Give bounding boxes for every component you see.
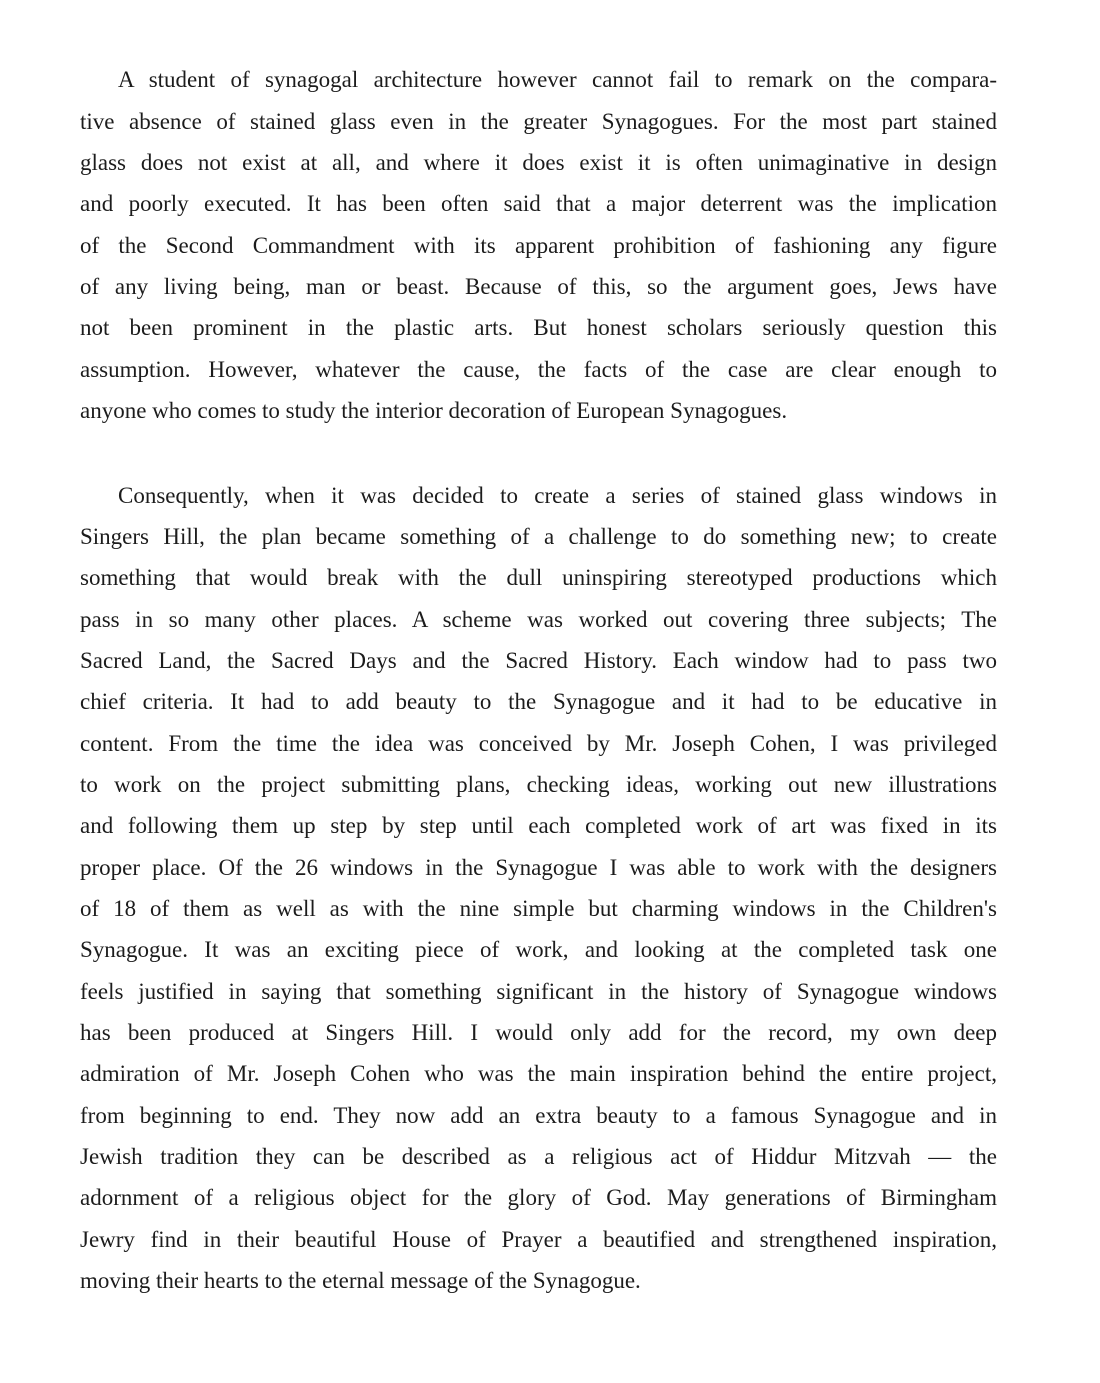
paragraph-line: to work on the project submitting plans, checking ideas, working out new illustrations [80, 772, 997, 797]
paragraph-line: anyone who comes to study the interior decoration of European Synagogues. [80, 398, 788, 423]
paragraph-line: and poorly executed. It has been often said that a major deterrent was the implication [80, 191, 997, 216]
paragraph-line: feels justified in saying that something significant in the history of Synagogue windows [80, 979, 997, 1004]
paragraph-line: Synagogue. It was an exciting piece of work, and looking at the completed task one [80, 937, 997, 962]
paragraph-line: A student of synagogal architecture however cannot fail to remark on the compara- [118, 67, 997, 92]
paragraph-line: pass in so many other places. A scheme was worked out covering three subjects; The [80, 607, 997, 632]
paragraph-line: tive absence of stained glass even in the greater Synagogues. For the most part stained [80, 109, 997, 134]
paragraph-line: of the Second Commandment with its apparent prohibition of fashioning any figure [80, 233, 997, 258]
paragraph-line: has been produced at Singers Hill. I would only add for the record, my own deep [80, 1020, 997, 1045]
paragraph-line: Jewry find in their beautiful House of Prayer a beautified and strengthened inspiration, [80, 1227, 997, 1252]
paragraph-line: from beginning to end. They now add an extra beauty to a famous Synagogue and in [80, 1103, 997, 1128]
paragraph-line: of 18 of them as well as with the nine simple but charming windows in the Children's [80, 896, 997, 921]
paragraph-line: not been prominent in the plastic arts. But honest scholars seriously question this [80, 315, 997, 340]
paragraph-line: assumption. However, whatever the cause, the facts of the case are clear enough to [80, 357, 997, 382]
paragraph-line: adornment of a religious object for the glory of God. May generations of Birmingham [80, 1185, 997, 1210]
paragraph-line: admiration of Mr. Joseph Cohen who was the main inspiration behind the entire project, [80, 1061, 997, 1086]
paragraph-line: something that would break with the dull uninspiring stereotyped productions which [80, 565, 997, 590]
paragraph-line: proper place. Of the 26 windows in the Synagogue I was able to work with the designers [80, 855, 997, 880]
paragraph-line: Sacred Land, the Sacred Days and the Sacred History. Each window had to pass two [80, 648, 997, 673]
paragraph-line: Consequently, when it was decided to create a series of stained glass windows in [118, 483, 997, 508]
paragraph-line: and following them up step by step until each completed work of art was fixed in its [80, 813, 997, 838]
paragraph-line: glass does not exist at all, and where it does exist it is often unimaginative in design [80, 150, 997, 175]
paragraph-line: chief criteria. It had to add beauty to the Synagogue and it had to be educative in [80, 689, 997, 714]
paragraph-line: Singers Hill, the plan became something of a challenge to do something new; to create [80, 524, 997, 549]
paragraph-line: of any living being, man or beast. Because of this, so the argument goes, Jews have [80, 274, 997, 299]
paragraph-line: moving their hearts to the eternal message of the Synagogue. [80, 1268, 641, 1293]
paragraph-line: content. From the time the idea was conceived by Mr. Joseph Cohen, I was privileged [80, 731, 997, 756]
paragraph-line: Jewish tradition they can be described as a religious act of Hiddur Mitzvah — the [80, 1144, 997, 1169]
